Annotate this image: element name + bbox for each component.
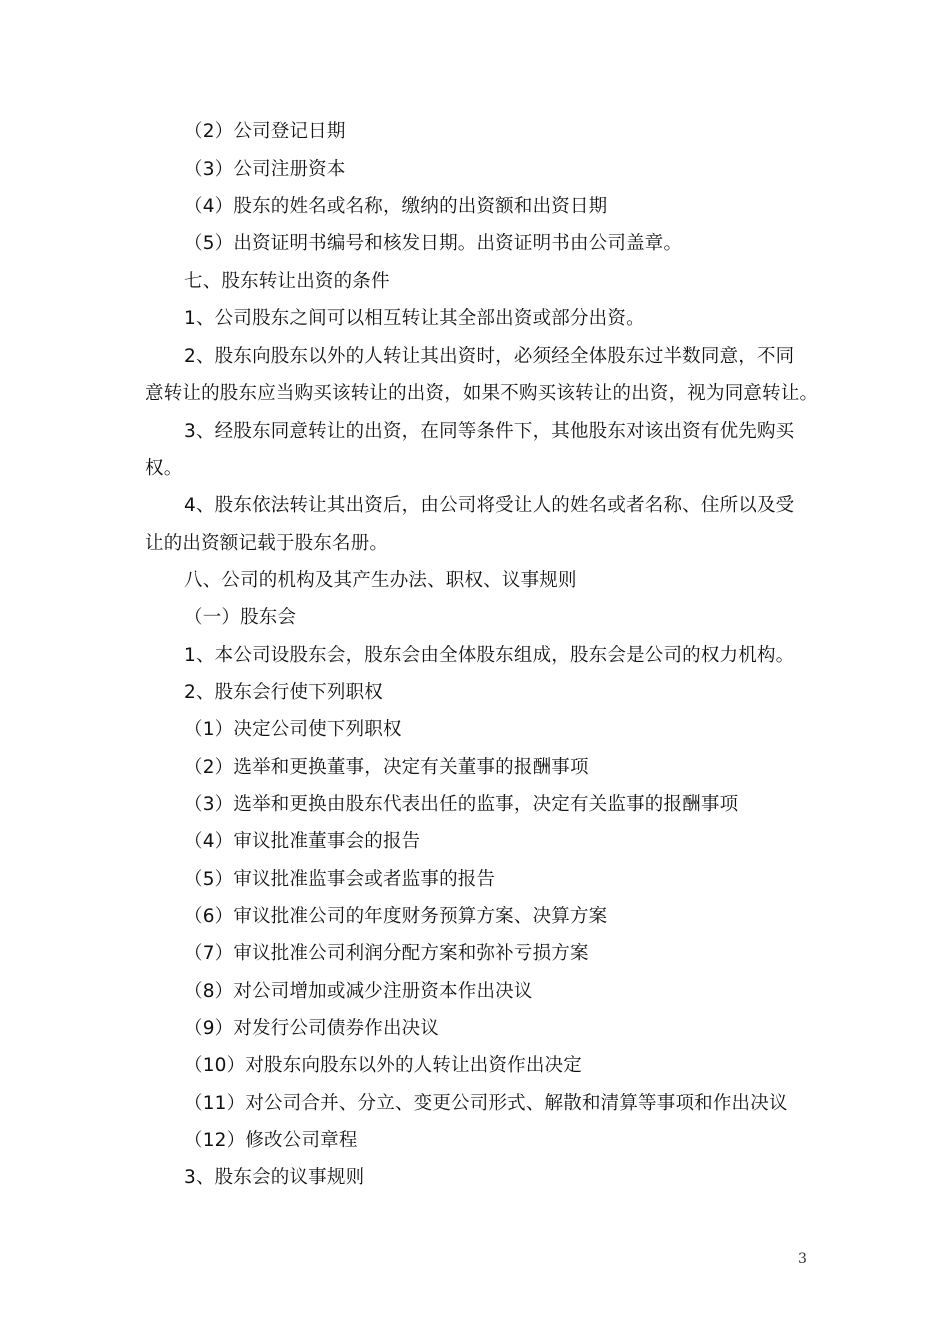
text-line: （7）审议批准公司利润分配方案和弥补亏损方案 bbox=[184, 943, 589, 964]
text-line: （5）审议批准监事会或者监事的报告 bbox=[184, 869, 496, 890]
text-line: 4、股东依法转让其出资后，由公司将受让人的姓名或者名称、住所以及受 bbox=[184, 495, 795, 516]
subsection-heading: （一）股东会 bbox=[184, 607, 297, 628]
text-line: （3）选举和更换由股东代表出任的监事，决定有关监事的报酬事项 bbox=[184, 794, 739, 815]
text-line: 2、股东向股东以外的人转让其出资时，必须经全体股东过半数同意，不同 bbox=[184, 346, 795, 367]
text-line: （4）股东的姓名或名称，缴纳的出资额和出资日期 bbox=[184, 196, 608, 217]
text-line: （2）公司登记日期 bbox=[184, 121, 346, 142]
text-line: （6）审议批准公司的年度财务预算方案、决算方案 bbox=[184, 906, 608, 927]
text-line: （1）决定公司使下列职权 bbox=[184, 719, 402, 740]
text-line: 3、股东会的议事规则 bbox=[184, 1167, 365, 1188]
text-line: （4）审议批准董事会的报告 bbox=[184, 831, 421, 852]
text-line: 3、经股东同意转让的出资，在同等条件下，其他股东对该出资有优先购买 bbox=[184, 421, 795, 442]
text-line: （11）对公司合并、分立、变更公司形式、解散和清算等事项和作出决议 bbox=[184, 1093, 788, 1114]
page-number: 3 bbox=[798, 1251, 807, 1267]
text-line: 意转让的股东应当购买该转让的出资，如果不购买该转让的出资，视为同意转让。 bbox=[145, 383, 819, 404]
section-heading: 七、股东转让出资的条件 bbox=[184, 271, 390, 292]
text-line: （9）对发行公司债券作出决议 bbox=[184, 1018, 440, 1039]
text-line: （8）对公司增加或减少注册资本作出决议 bbox=[184, 981, 533, 1002]
text-line: 1、公司股东之间可以相互转让其全部出资或部分出资。 bbox=[184, 308, 645, 329]
text-line: （5）出资证明书编号和核发日期。出资证明书由公司盖章。 bbox=[184, 233, 683, 254]
text-line: 权。 bbox=[145, 458, 183, 479]
text-line: （3）公司注册资本 bbox=[184, 159, 346, 180]
text-line: 1、本公司设股东会，股东会由全体股东组成，股东会是公司的权力机构。 bbox=[184, 645, 795, 666]
text-line: （12）修改公司章程 bbox=[184, 1130, 358, 1151]
text-line: （10）对股东向股东以外的人转让出资作出决定 bbox=[184, 1055, 582, 1076]
section-heading: 八、公司的机构及其产生办法、职权、议事规则 bbox=[184, 570, 577, 591]
text-line: （2）选举和更换董事，决定有关董事的报酬事项 bbox=[184, 757, 589, 778]
text-line: 2、股东会行使下列职权 bbox=[184, 682, 383, 703]
text-line: 让的出资额记载于股东名册。 bbox=[145, 533, 389, 554]
